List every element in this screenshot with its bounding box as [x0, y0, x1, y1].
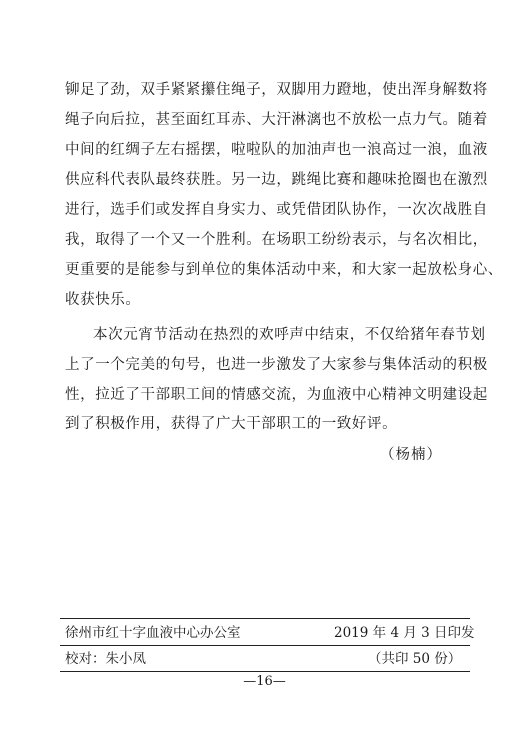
body-line-4: 供应科代表队最终获胜。另一边，跳绳比赛和趣味抢圈也在激烈 — [65, 172, 488, 188]
print-date: 2019 年 4 月 3 日印发 — [334, 625, 475, 641]
body-line-3: 中间的红绸子左右摇摆，啦啦队的加油声也一浪高过一浪，血液 — [65, 142, 488, 158]
body-line-7: 更重要的是能参与到单位的集体活动中来，和大家一起放松身心、 — [65, 262, 503, 278]
body-line-2: 绳子向后拉，甚至面红耳赤、大汗淋漓也不放松一点力气。随着 — [65, 112, 488, 128]
body-line-6: 我，取得了一个又一个胜利。在场职工纷纷表示，与名次相比， — [65, 232, 488, 248]
body-line-11: 性，拉近了干部职工间的情感交流，为血液中心精神文明建设起 — [65, 387, 488, 403]
body-line-8: 收获快乐。 — [65, 292, 141, 308]
author-signature: （杨楠） — [380, 447, 442, 463]
issuer-name: 徐州市红十字血液中心办公室 — [65, 625, 241, 641]
body-line-10: 上了一个完美的句号，也进一步激发了大家参与集体活动的积极 — [65, 357, 488, 373]
footer-divider-bottom — [60, 671, 470, 672]
footer-divider-middle — [60, 645, 470, 646]
body-line-12: 到了积极作用，获得了广大干部职工的一致好评。 — [65, 416, 398, 432]
body-line-1: 铆足了劲，双手紧紧攥住绳子，双脚用力蹬地，使出浑身解数将 — [65, 82, 488, 98]
proofreader: 校对：朱小凤 — [65, 651, 146, 667]
body-line-9: 本次元宵节活动在热烈的欢呼声中结束，不仅给猪年春节划 — [93, 327, 486, 343]
footer-divider-top — [60, 618, 470, 619]
page-number: —16— — [243, 674, 286, 689]
body-line-5: 进行，选手们或发挥自身实力、或凭借团队协作，一次次战胜自 — [65, 202, 488, 218]
print-copies: （共印 50 份） — [368, 651, 462, 667]
